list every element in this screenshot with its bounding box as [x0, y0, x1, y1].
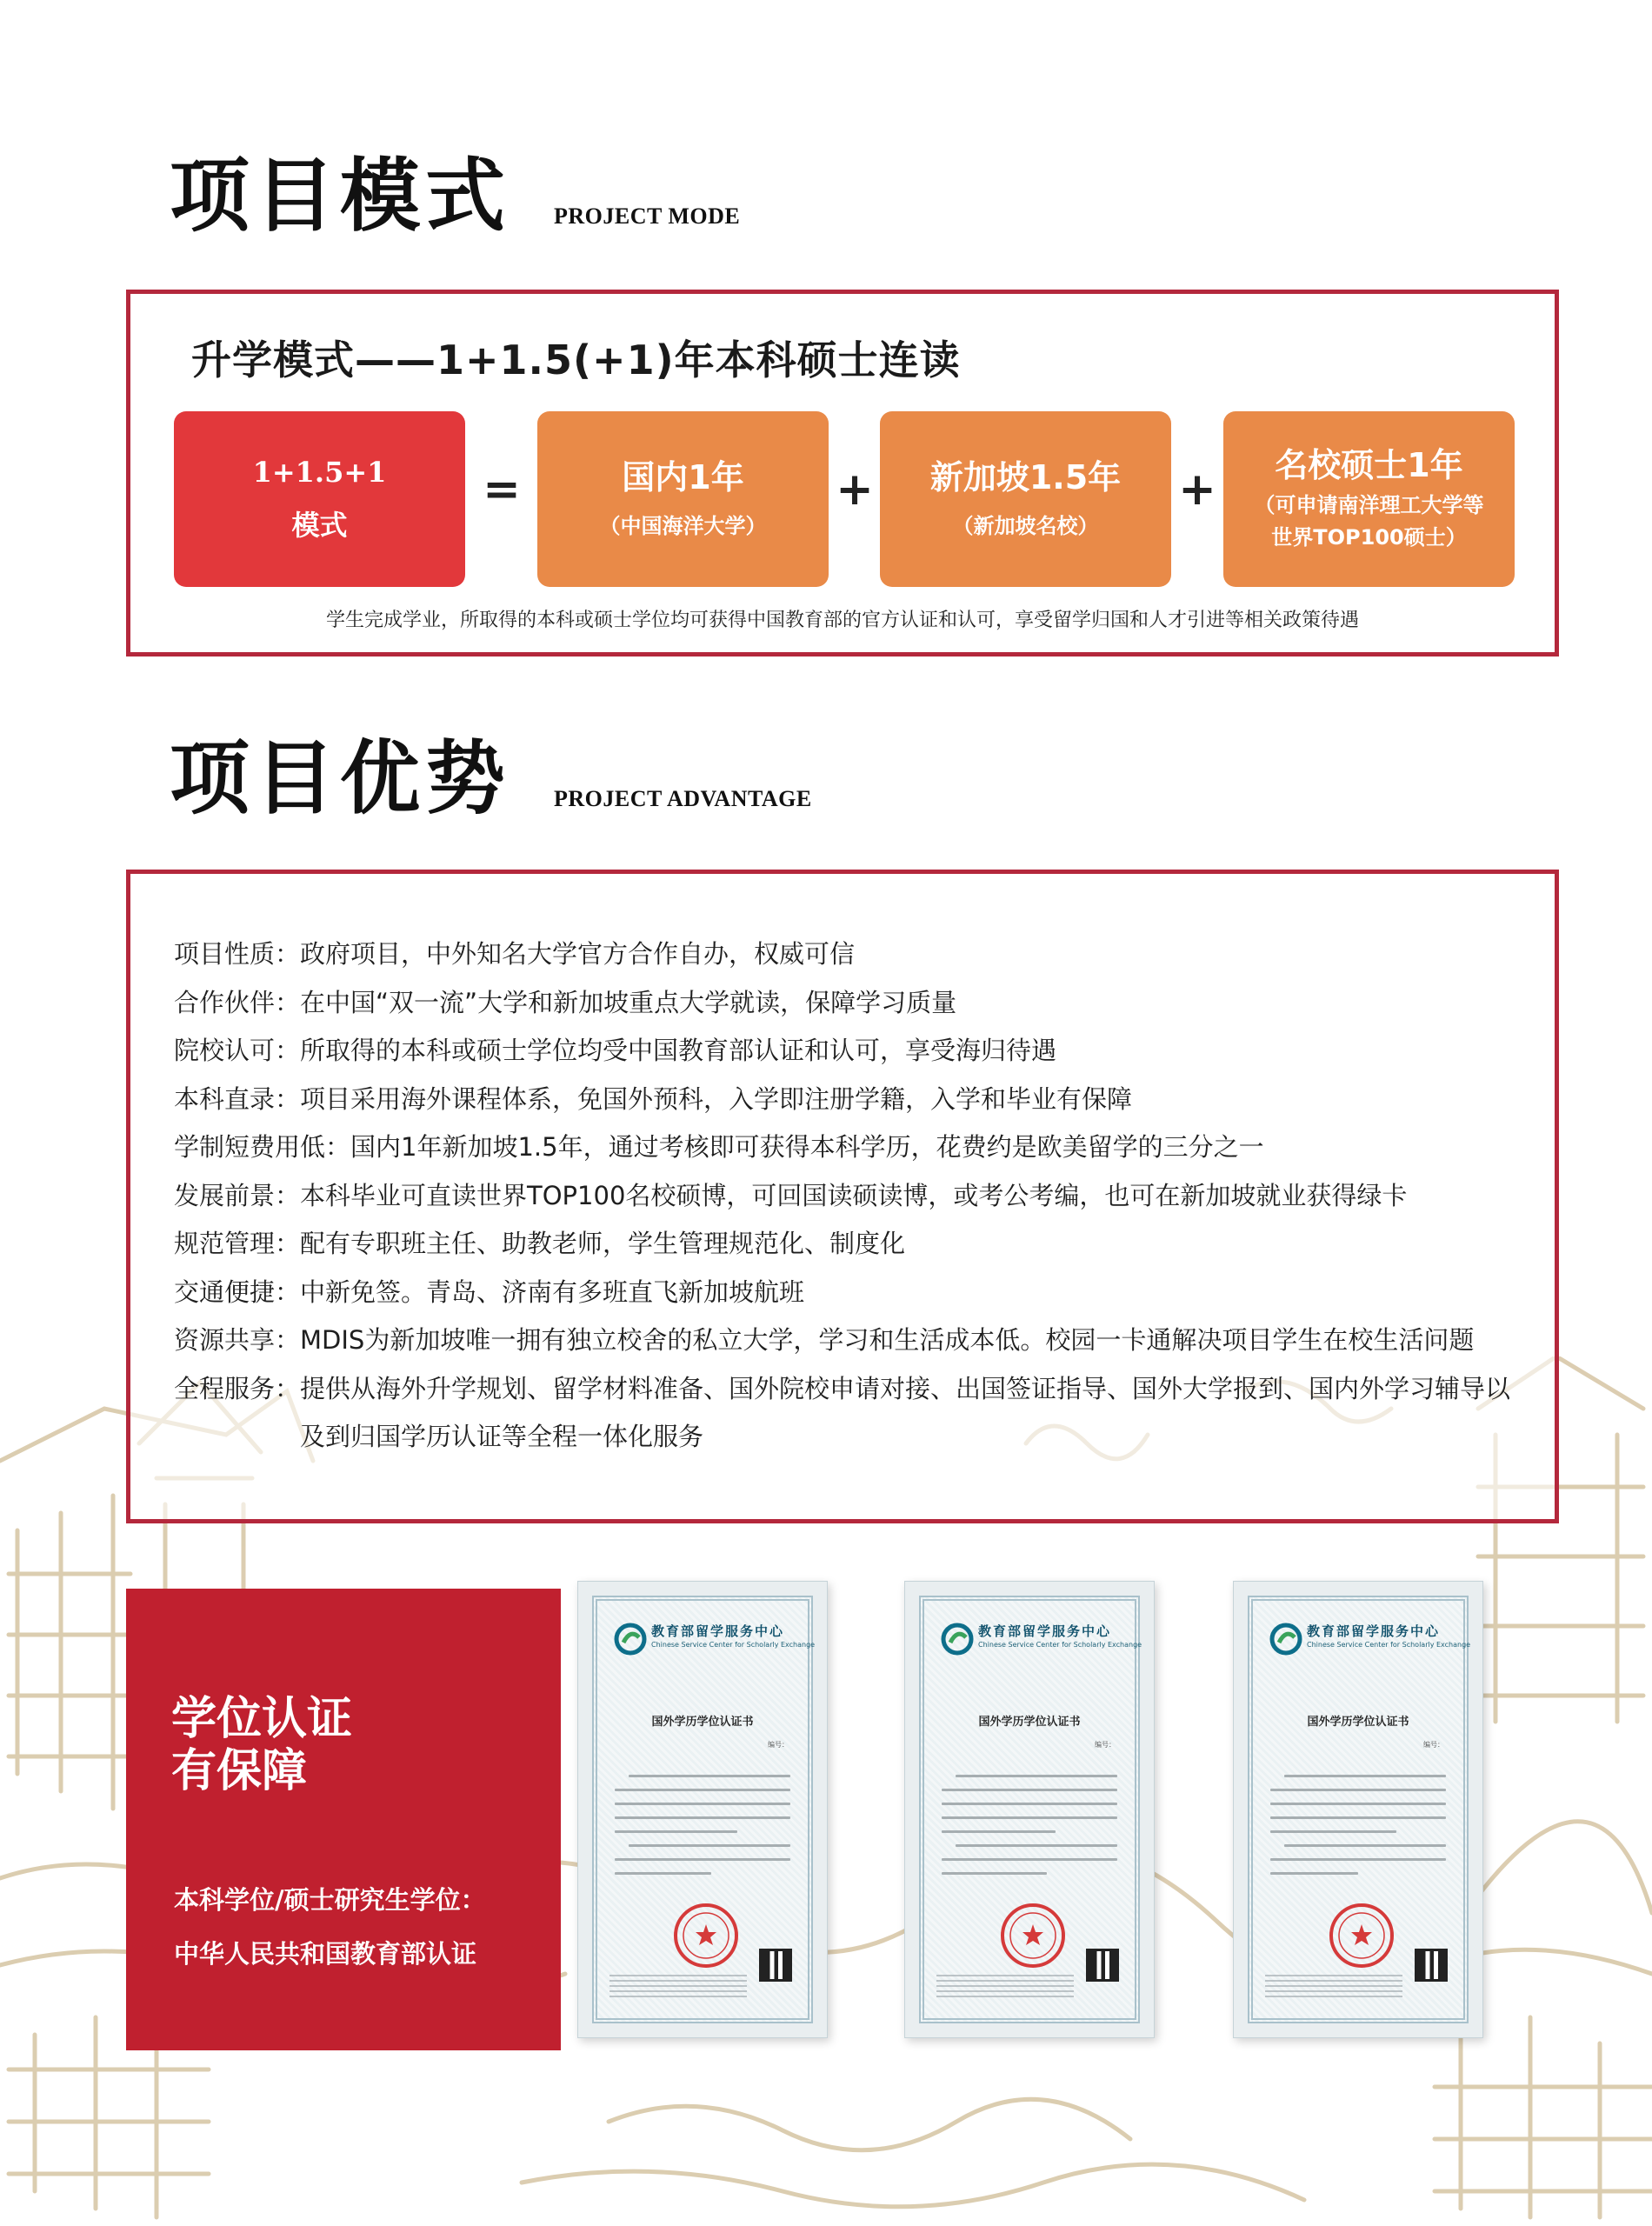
cert-title: 国外学历学位认证书 [651, 1716, 754, 1729]
degree-title-line1: 学位认证 [171, 1693, 353, 1745]
cert-org-name-en: Chinese Service Center for Scholarly Exchange [978, 1641, 1142, 1649]
tile-mode-formula [174, 411, 465, 587]
degree-panel-title [171, 1693, 352, 1797]
degree-recognition-panel [126, 1589, 561, 2050]
advantage-value: 本科毕业可直读世界TOP100名校硕博，可回国读硕读博，或考公考编，也可在新加坡就业获得绿卡 [300, 1180, 1408, 1210]
tile-singapore-sub: （新加坡名校） [952, 513, 1099, 538]
advantage-key: 全程服务： [174, 1373, 301, 1403]
advantage-key: 学制短费用低： [174, 1132, 351, 1162]
official-seal-icon [999, 1902, 1067, 1969]
cert-footnote [936, 1975, 1074, 1997]
tile-formula-line1: 1+1.5+1 [252, 456, 387, 490]
tile-domestic-title: 国内1年 [622, 458, 744, 497]
list-item [174, 1220, 1520, 1269]
cert-number-label: 编号： [1423, 1741, 1444, 1749]
tile-master-sub2: 世界TOP100硕士） [1271, 524, 1467, 550]
advantage-value: 配有专职班主任、助教老师，学生管理规范化、制度化 [300, 1229, 906, 1258]
official-seal-icon [672, 1902, 740, 1969]
list-item [174, 979, 1520, 1028]
advantage-key: 资源共享： [174, 1325, 301, 1355]
plus-sign: + [836, 463, 874, 516]
qr-code-icon [1086, 1949, 1119, 1982]
equals-sign: = [483, 463, 521, 516]
list-item [174, 1365, 1520, 1462]
advantage-key: 交通便捷： [174, 1276, 301, 1307]
advantage-key: 院校认可： [174, 1036, 301, 1065]
cscse-logo-icon [613, 1622, 648, 1656]
degree-sub-line1: 本科学位/硕士研究生学位： [174, 1885, 486, 1915]
advantage-value: 国内1年新加坡1.5年，通过考核即可获得本科学历，花费约是欧美留学的三分之一 [350, 1132, 1264, 1162]
advantage-key: 规范管理： [174, 1229, 301, 1258]
list-item [174, 1076, 1520, 1124]
list-item [174, 1269, 1520, 1317]
project-mode-box [126, 290, 1559, 656]
advantage-value: 项目采用海外课程体系，免国外预科，入学即注册学籍，入学和毕业有保障 [300, 1083, 1133, 1114]
advantage-value: 政府项目，中外知名大学官方合作自办，权威可信 [300, 939, 856, 969]
mode-title-cn: 项目模式 [170, 150, 511, 243]
advantage-value: 提供从海外升学规划、留学材料准备、国外院校申请对接、出国签证指导、国外大学报到、国内外学习辅导以及到归国学历认证等全程一体化服务 [300, 1373, 1511, 1451]
advantage-value: 中新免签。青岛、济南有多班直飞新加坡航班 [300, 1276, 805, 1307]
tile-master-sub1: （可申请南洋理工大学等 [1254, 492, 1484, 517]
mode-note: 学生完成学业，所取得的本科或硕士学位均可获得中国教育部的官方认证和认可，享受留学归国和人才引进等相关政策待遇 [325, 610, 1359, 631]
cert-org-name-en: Chinese Service Center for Scholarly Exchange [1307, 1641, 1471, 1649]
cert-body-text [942, 1775, 1117, 1886]
advantage-value: MDIS为新加坡唯一拥有独立校舍的私立大学，学习和生活成本低。校园一卡通解决项目学生在校生活问题 [300, 1325, 1475, 1355]
advantage-value: 在中国“双一流”大学和新加坡重点大学就读，保障学习质量 [300, 987, 957, 1017]
official-seal-icon [1328, 1902, 1396, 1969]
cert-org-name-en: Chinese Service Center for Scholarly Exchange [651, 1641, 816, 1649]
section-title-advantage [170, 732, 812, 825]
degree-title-line2: 有保障 [171, 1745, 308, 1797]
tile-domestic-year [537, 411, 829, 587]
section-title-mode [170, 150, 741, 243]
list-item [174, 1027, 1520, 1076]
tile-formula-line2: 模式 [291, 509, 348, 542]
tile-singapore-title: 新加坡1.5年 [929, 458, 1122, 497]
tile-master-title: 名校硕士1年 [1275, 446, 1463, 485]
advantage-title-cn: 项目优势 [170, 732, 511, 825]
cert-footnote [610, 1975, 747, 1997]
cert-title: 国外学历学位认证书 [1307, 1716, 1409, 1729]
list-item [174, 1123, 1520, 1172]
certificate-image [1233, 1581, 1483, 2038]
cert-body-text [615, 1775, 790, 1886]
cert-title: 国外学历学位认证书 [978, 1716, 1081, 1729]
cscse-logo-icon [940, 1622, 975, 1656]
plus-sign: + [1178, 463, 1216, 516]
qr-code-icon [759, 1949, 792, 1982]
degree-sub-line2: 中华人民共和国教育部认证 [174, 1939, 477, 1969]
cert-footnote [1265, 1975, 1402, 1997]
cert-org-name: 教育部留学服务中心 [1307, 1623, 1441, 1639]
list-item [174, 930, 1520, 979]
list-item [174, 1316, 1520, 1365]
mode-title-en: PROJECT MODE [554, 203, 741, 229]
advantage-key: 发展前景： [174, 1180, 301, 1210]
tile-domestic-sub: （中国海洋大学） [599, 513, 767, 538]
tile-master-year [1223, 411, 1515, 587]
cert-number-label: 编号： [768, 1741, 789, 1749]
advantage-list [174, 930, 1520, 1462]
advantage-value: 所取得的本科或硕士学位均受中国教育部认证和认可，享受海归待遇 [300, 1036, 1057, 1065]
advantage-key: 本科直录： [174, 1083, 301, 1114]
tile-singapore-years [880, 411, 1171, 587]
certificate-image [904, 1581, 1155, 2038]
qr-code-icon [1415, 1949, 1448, 1982]
certificate-image [577, 1581, 828, 2038]
cert-org-name: 教育部留学服务中心 [978, 1623, 1112, 1639]
advantage-title-en: PROJECT ADVANTAGE [554, 786, 812, 811]
advantage-key: 合作伙伴： [174, 987, 301, 1017]
cert-body-text [1270, 1775, 1446, 1886]
mode-heading: 升学模式——1+1.5(+1)年本科硕士连读 [191, 337, 961, 383]
cert-number-label: 编号： [1095, 1741, 1116, 1749]
cscse-logo-icon [1269, 1622, 1303, 1656]
degree-panel-subtitle [174, 1873, 486, 1981]
cert-org-name: 教育部留学服务中心 [651, 1623, 785, 1639]
list-item [174, 1172, 1520, 1221]
project-advantage-box [126, 870, 1559, 1523]
advantage-key: 项目性质： [174, 939, 301, 969]
